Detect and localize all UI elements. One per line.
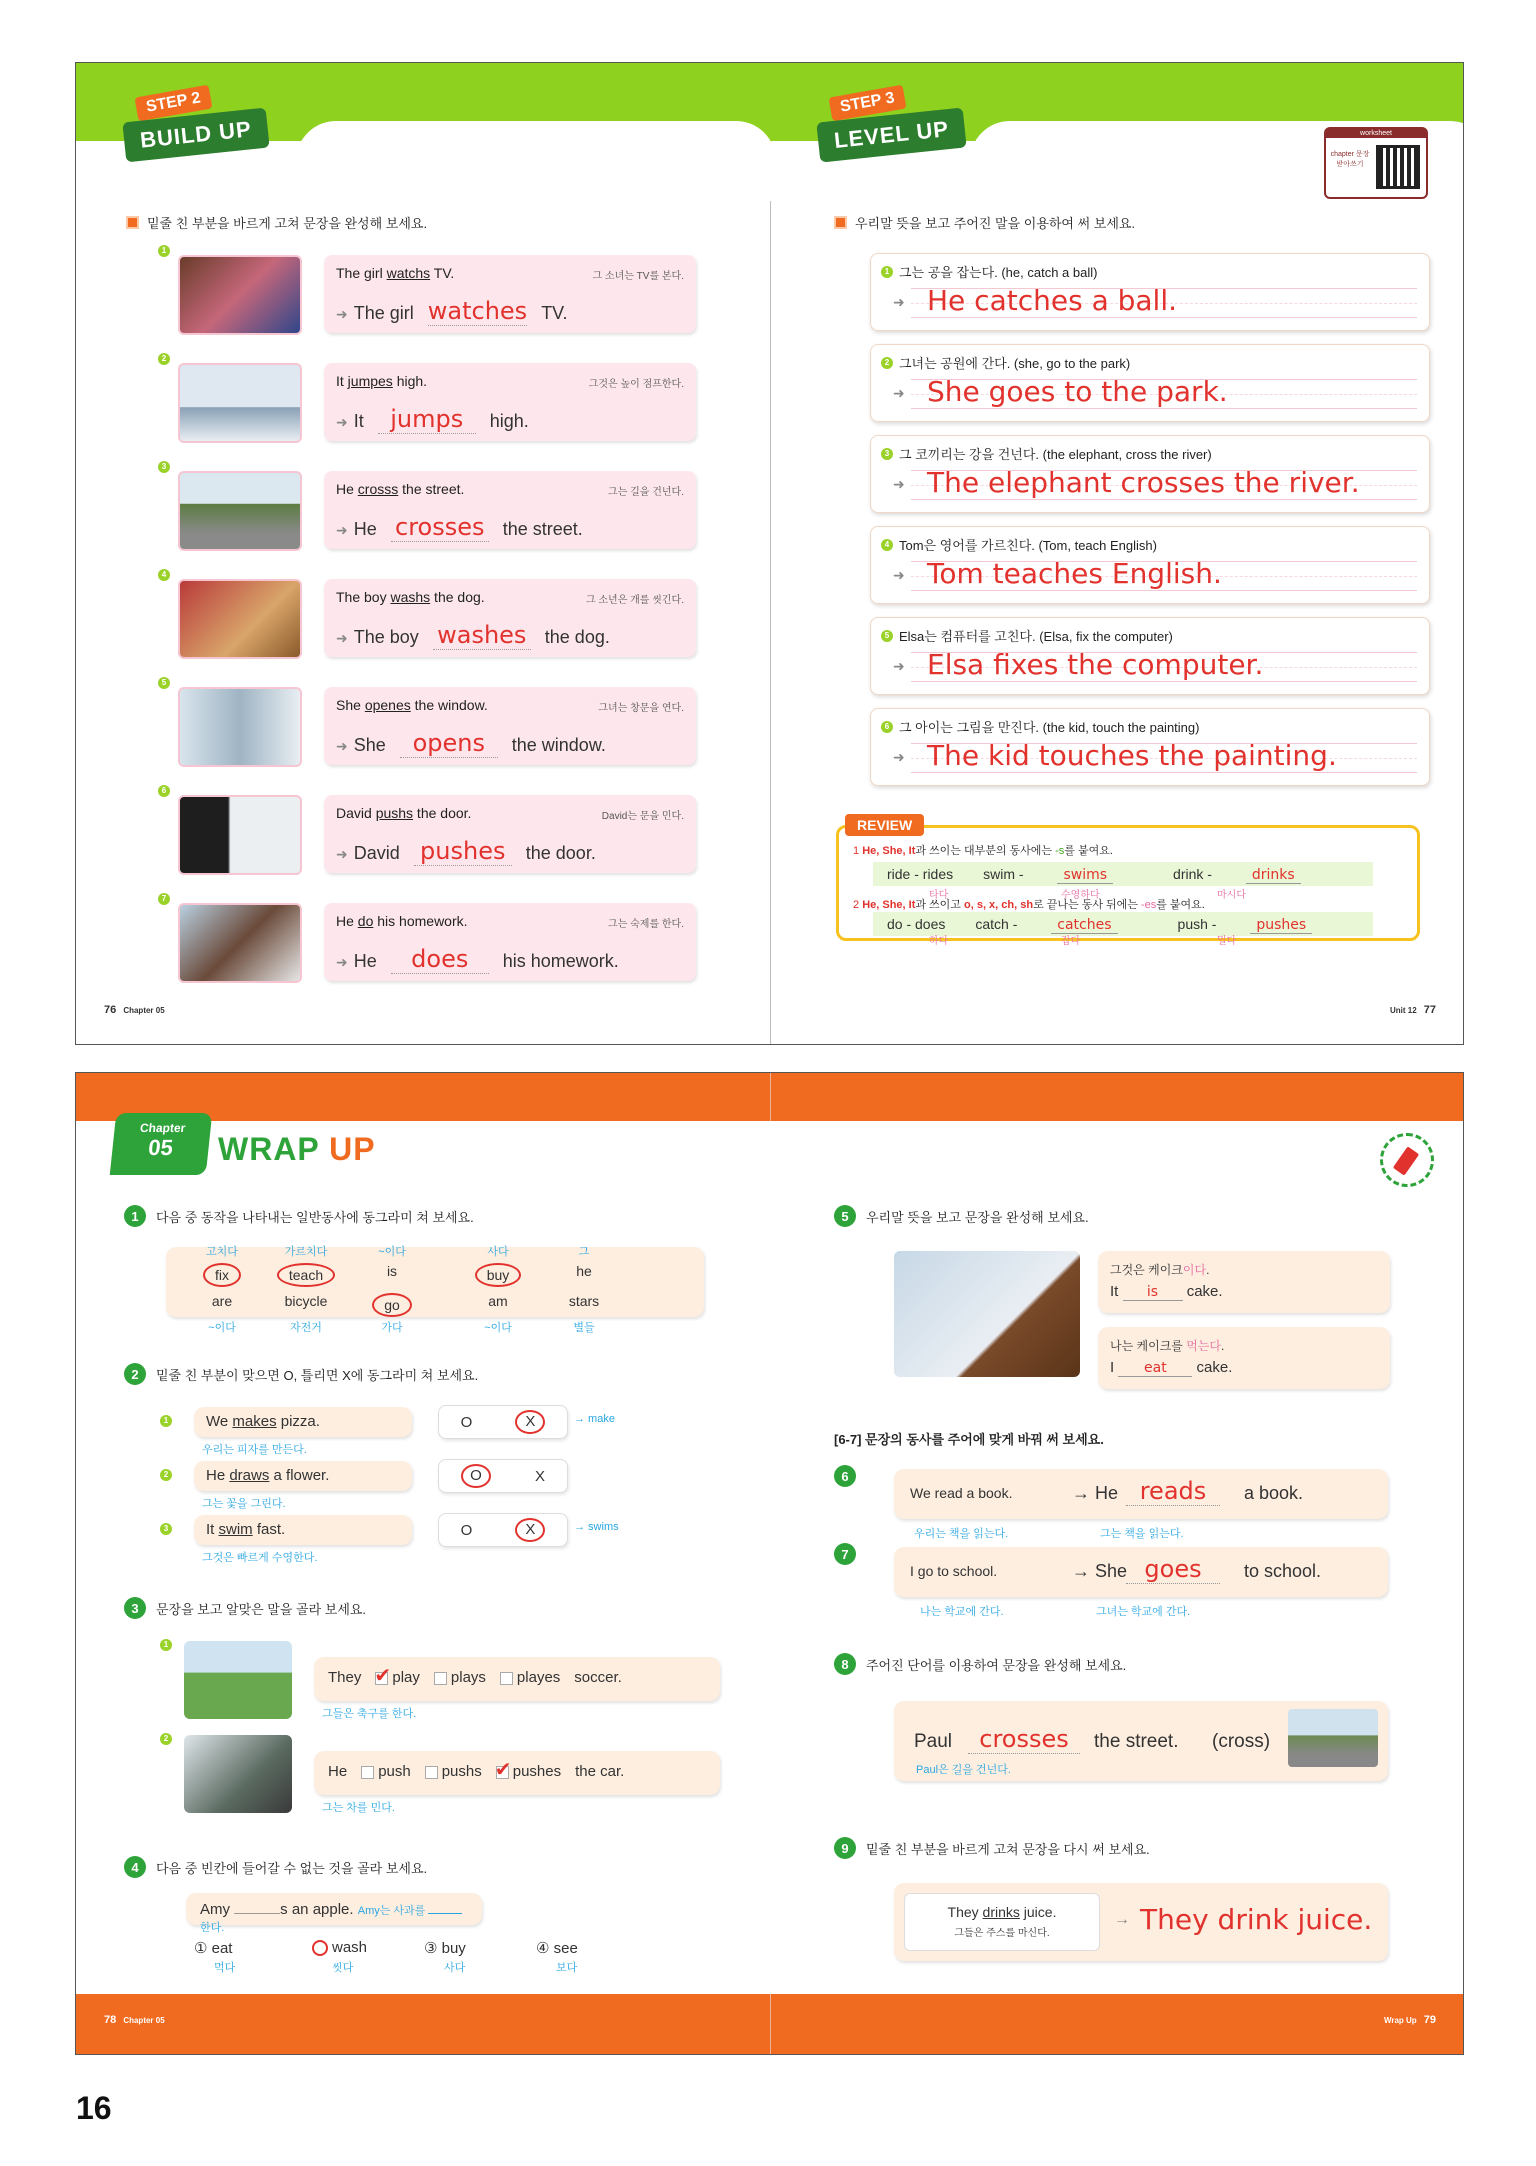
word-gloss: 사다 bbox=[487, 1246, 509, 1258]
item-photo bbox=[184, 1735, 292, 1813]
item-number: 2 bbox=[160, 1733, 172, 1745]
review-box bbox=[836, 817, 1420, 947]
fill-sentence: Amy s an apple. Amy는 사과를 한다. bbox=[186, 1893, 482, 1925]
street-crossing-photo bbox=[1288, 1709, 1378, 1767]
item-photo bbox=[178, 795, 302, 875]
page-number: Wrap Up 79 bbox=[1383, 2014, 1436, 2026]
option[interactable]: ③ buy bbox=[424, 1940, 466, 1957]
item-photo bbox=[178, 471, 302, 551]
choice-sentence: He push pushs✔ pushes the car. bbox=[314, 1751, 720, 1795]
option-gloss: 보다 bbox=[556, 1962, 578, 1974]
item-sentence: David pushs the door. bbox=[336, 805, 472, 821]
qr-code-icon bbox=[1376, 145, 1420, 189]
gloss: 마시다 bbox=[1217, 890, 1246, 901]
item-card bbox=[324, 687, 696, 765]
item-sentence: He crosss the street. bbox=[336, 481, 465, 497]
step-label: STEP 3 bbox=[828, 85, 906, 122]
arrow-icon: ➜ bbox=[336, 414, 348, 430]
item-korean: 그는 숙제를 한다. bbox=[608, 919, 684, 930]
item-korean: 그것은 높이 점프한다. bbox=[588, 379, 684, 390]
q6-number: 6 bbox=[834, 1465, 856, 1487]
review-row-2: do - does catch - catches push - pushes bbox=[873, 912, 1373, 936]
correction: → make bbox=[574, 1413, 615, 1425]
arrow-icon: ➜ bbox=[336, 738, 348, 754]
step-title: BUILD UP bbox=[122, 108, 269, 163]
item-question: 2 그녀는 공원에 간다. (she, go to the park) bbox=[881, 353, 1130, 372]
ox-korean: 우리는 피자를 만든다. bbox=[202, 1444, 307, 1456]
item-card bbox=[870, 526, 1430, 604]
choice-sentence: They✔ play plays playes soccer. bbox=[314, 1657, 720, 1701]
item-korean: 그 소녀는 TV를 본다. bbox=[592, 271, 684, 282]
ox-x[interactable]: X bbox=[515, 1410, 545, 1434]
arrow-icon: ➜ bbox=[893, 567, 905, 583]
item-answer-line: ➜ He does his homework. bbox=[336, 945, 619, 973]
item-answer-line: ➜ The girl watches TV. bbox=[336, 297, 568, 325]
arrow-icon: ➜ bbox=[893, 294, 905, 310]
question-9: 9 밑줄 친 부분을 바르게 고쳐 문장을 다시 써 보세요. bbox=[834, 1837, 1150, 1859]
word-gloss: 별들 bbox=[573, 1322, 595, 1334]
item-photo bbox=[184, 1641, 292, 1719]
correction: → swims bbox=[574, 1521, 619, 1533]
written-answer[interactable]: She goes to the park. bbox=[927, 375, 1228, 408]
arrow-icon: ➜ bbox=[336, 846, 348, 862]
word-row2[interactable]: are bbox=[211, 1293, 233, 1309]
word-row1[interactable]: teach bbox=[266, 1263, 346, 1287]
word-gloss: 가르치다 bbox=[284, 1246, 328, 1258]
item-answer-line: ➜ It jumps high. bbox=[336, 405, 529, 433]
item-sentence: She openes the window. bbox=[336, 697, 488, 713]
question-5: 5 우리말 뜻을 보고 문장을 완성해 보세요. bbox=[834, 1205, 1089, 1227]
item-card bbox=[870, 617, 1430, 695]
item-card bbox=[870, 253, 1430, 331]
item-number: 1 bbox=[158, 245, 170, 257]
checkbox[interactable] bbox=[496, 1766, 509, 1779]
instruction: 밑줄 친 부분을 바르게 고쳐 문장을 완성해 보세요. bbox=[126, 213, 427, 232]
page-number: 76 Chapter 05 bbox=[104, 1004, 165, 1016]
arrow-icon: ➜ bbox=[336, 954, 348, 970]
ox-choice[interactable] bbox=[438, 1513, 568, 1547]
item-card bbox=[870, 435, 1430, 513]
item-number: 7 bbox=[158, 893, 170, 905]
item-sentence: The girl watchs TV. bbox=[336, 265, 455, 281]
word-gloss: 가다 bbox=[381, 1322, 403, 1334]
written-answer[interactable]: He catches a ball. bbox=[927, 284, 1178, 317]
worksheet-label: worksheet bbox=[1326, 129, 1426, 138]
answer-blank[interactable]: does bbox=[391, 945, 489, 974]
question-4: 4 다음 중 빈칸에 들어갈 수 없는 것을 골라 보세요. bbox=[124, 1856, 427, 1878]
item-korean: David는 문을 민다. bbox=[601, 811, 684, 822]
checkbox[interactable] bbox=[500, 1672, 513, 1685]
option-gloss: 먹다 bbox=[214, 1962, 236, 1974]
gloss: 하다 bbox=[929, 936, 949, 947]
item-question: 4 Tom은 영어를 가르친다. (Tom, teach English) bbox=[881, 535, 1157, 554]
gloss: 밀다 bbox=[1217, 936, 1237, 947]
item-number: 4 bbox=[881, 539, 893, 551]
gloss: 수영하다 bbox=[1061, 890, 1100, 901]
arrow-icon: ➜ bbox=[893, 385, 905, 401]
step-title: LEVEL UP bbox=[816, 107, 967, 162]
header-curve bbox=[296, 121, 776, 201]
picked-check-icon bbox=[312, 1940, 328, 1956]
woman-eating-cake-photo bbox=[894, 1251, 1080, 1377]
item-card bbox=[870, 708, 1430, 786]
q7-number: 7 bbox=[834, 1543, 856, 1565]
ox-choice[interactable] bbox=[438, 1459, 568, 1493]
item-photo bbox=[178, 903, 302, 983]
item-number: 3 bbox=[158, 461, 170, 473]
item-photo bbox=[178, 687, 302, 767]
item-photo bbox=[178, 579, 302, 659]
word-gloss: ~이다 bbox=[378, 1246, 406, 1258]
page-78 bbox=[76, 1073, 770, 2054]
word-row1[interactable]: fix bbox=[182, 1263, 262, 1287]
word-row2[interactable]: go bbox=[352, 1293, 432, 1317]
item-card bbox=[870, 344, 1430, 422]
item-card bbox=[324, 579, 696, 657]
written-answer[interactable]: The elephant crosses the river. bbox=[927, 466, 1360, 499]
item-number: 6 bbox=[158, 785, 170, 797]
q7-src-ko: 나는 학교에 간다. bbox=[920, 1606, 1004, 1618]
q7-card: I go to school. → She goes to school. bbox=[894, 1547, 1388, 1597]
checkbox[interactable] bbox=[361, 1766, 374, 1779]
square-bullet-icon bbox=[834, 216, 847, 229]
checkbox[interactable] bbox=[434, 1672, 447, 1685]
written-answer[interactable]: The kid touches the painting. bbox=[927, 739, 1337, 772]
page-number: Unit 12 77 bbox=[1390, 1004, 1436, 1016]
item-answer-line: ➜ He crosses the street. bbox=[336, 513, 583, 541]
arrow-icon: ➜ bbox=[893, 749, 905, 765]
item-card bbox=[324, 795, 696, 873]
step-badge bbox=[818, 91, 983, 169]
top-spread bbox=[75, 62, 1464, 1045]
q67-heading: [6-7] 문장의 동사를 주어에 맞게 바꿔 써 보세요. bbox=[834, 1432, 1104, 1447]
choice-korean: 그들은 축구를 한다. bbox=[322, 1708, 417, 1720]
word-row2[interactable]: am bbox=[488, 1293, 508, 1309]
item-answer-line: ➜ The boy washes the dog. bbox=[336, 621, 610, 649]
review-rule-1: 1 He, She, It과 쓰이는 대부분의 동사에는 -s를 붙여요. bbox=[853, 845, 1113, 857]
option[interactable]: ① eat bbox=[194, 1940, 233, 1957]
item-number: 6 bbox=[881, 721, 893, 733]
word-row2[interactable]: bicycle bbox=[284, 1293, 328, 1309]
item-card bbox=[324, 471, 696, 549]
question-1: 1 다음 중 동작을 나타내는 일반동사에 동그라미 쳐 보세요. bbox=[124, 1205, 474, 1227]
option-gloss: 씻다 bbox=[332, 1962, 354, 1974]
item-number: 1 bbox=[160, 1639, 172, 1651]
page-76 bbox=[76, 63, 770, 1044]
item-korean: 그는 길을 건넌다. bbox=[608, 487, 684, 498]
written-answer[interactable]: Elsa fixes the computer. bbox=[927, 648, 1264, 681]
review-row-1: ride - rides swim - swims drink - drinks bbox=[873, 862, 1373, 886]
checkbox[interactable] bbox=[375, 1672, 388, 1685]
word-row1[interactable]: is bbox=[386, 1263, 398, 1279]
arrow-icon: ➜ bbox=[336, 630, 348, 646]
item-number: 5 bbox=[158, 677, 170, 689]
review-rule-2: 2 He, She, It과 쓰이고 o, s, x, ch, sh로 끝나는 동사 뒤에는 -es를 붙여요. bbox=[853, 899, 1205, 911]
question-3: 3 문장을 보고 알맞은 말을 골라 보세요. bbox=[124, 1597, 366, 1619]
item-question: 3 그 코끼리는 강을 건넌다. (the elephant, cross the river) bbox=[881, 444, 1212, 463]
review-tag: REVIEW bbox=[845, 814, 924, 836]
answer-blank[interactable]: watches bbox=[427, 297, 528, 325]
ox-o[interactable]: O bbox=[460, 1521, 473, 1539]
choice-korean: 그는 차를 민다. bbox=[322, 1802, 395, 1814]
answer-blank[interactable]: opens bbox=[400, 729, 498, 758]
ox-o[interactable]: O bbox=[460, 1413, 473, 1431]
word-gloss: 그 bbox=[578, 1246, 590, 1258]
step-label: STEP 2 bbox=[134, 85, 212, 122]
ox-sentence: He draws a flower. bbox=[194, 1461, 412, 1491]
ox-sentence: It swim fast. bbox=[194, 1515, 412, 1545]
word-row1[interactable]: he bbox=[576, 1263, 592, 1279]
item-number: 2 bbox=[158, 353, 170, 365]
item-number: 1 bbox=[881, 266, 893, 278]
item-question: 5 Elsa는 컴퓨터를 고친다. (Elsa, fix the computer) bbox=[881, 626, 1173, 645]
pencil-icon bbox=[1380, 1133, 1434, 1187]
gloss: 타다 bbox=[929, 890, 949, 901]
arrow-icon: ➜ bbox=[336, 306, 348, 322]
item-number: 1 bbox=[160, 1415, 172, 1427]
ox-korean: 그는 꽃을 그린다. bbox=[202, 1498, 286, 1510]
word-gloss: 자전거 bbox=[290, 1322, 322, 1334]
item-answer-line: ➜ David pushes the door. bbox=[336, 837, 596, 865]
q5-card-a: 그것은 케이크이다. It is cake. bbox=[1098, 1251, 1390, 1313]
word-gloss: ~이다 bbox=[208, 1322, 236, 1334]
worksheet-sub: chapter 문장 받아쓰기 bbox=[1330, 151, 1370, 168]
item-number: 3 bbox=[881, 448, 893, 460]
word-row2[interactable]: stars bbox=[568, 1293, 600, 1309]
q9-card: They drinks juice. 그들은 주스를 마신다. → They drink juice. bbox=[894, 1883, 1388, 1961]
answer-blank[interactable]: jumps bbox=[378, 405, 476, 434]
written-answer[interactable]: Tom teaches English. bbox=[927, 557, 1222, 590]
option[interactable]: ④ see bbox=[536, 1940, 578, 1957]
arrow-icon: ➜ bbox=[336, 522, 348, 538]
item-number: 4 bbox=[158, 569, 170, 581]
q8-card: Paul crosses the street. (cross) Paul은 길을 건넌다. bbox=[894, 1701, 1388, 1781]
ox-choice[interactable] bbox=[438, 1405, 568, 1439]
q9-answer: They drink juice. bbox=[1140, 1903, 1373, 1936]
item-question: 6 그 아이는 그림을 만진다. (the kid, touch the painting) bbox=[881, 717, 1199, 736]
bottom-spread bbox=[75, 1072, 1464, 2055]
ox-x[interactable]: X bbox=[515, 1518, 545, 1542]
item-korean: 그 소년은 개를 씻긴다. bbox=[585, 595, 684, 606]
item-card bbox=[324, 363, 696, 441]
item-sentence: He do his homework. bbox=[336, 913, 468, 929]
square-bullet-icon bbox=[126, 216, 139, 229]
item-number: 2 bbox=[160, 1469, 172, 1481]
q9-source: They drinks juice. 그들은 주스를 마신다. bbox=[904, 1893, 1100, 1951]
question-2: 2 밑줄 친 부분이 맞으면 O, 틀리면 X에 동그라미 쳐 보세요. bbox=[124, 1363, 478, 1385]
q6-ko: 그는 책을 읽는다. bbox=[1100, 1528, 1184, 1540]
ox-x[interactable]: X bbox=[534, 1467, 545, 1485]
item-photo bbox=[178, 255, 302, 335]
item-number: 2 bbox=[881, 357, 893, 369]
item-answer-line: ➜ She opens the window. bbox=[336, 729, 606, 757]
page-79 bbox=[770, 1073, 1464, 2054]
word-row1[interactable]: buy bbox=[458, 1263, 538, 1287]
answer-blank[interactable]: pushes bbox=[414, 837, 512, 866]
instruction: 우리말 뜻을 보고 주어진 말을 이용하여 써 보세요. bbox=[834, 213, 1135, 232]
item-korean: 그녀는 창문을 연다. bbox=[598, 703, 684, 714]
option[interactable]: wash bbox=[312, 1939, 367, 1956]
question-8: 8 주어진 단어를 이용하여 문장을 완성해 보세요. bbox=[834, 1653, 1126, 1675]
ox-o[interactable]: O bbox=[461, 1464, 491, 1488]
ox-korean: 그것은 빠르게 수영한다. bbox=[202, 1552, 318, 1564]
page-title: WRAP UP bbox=[218, 1131, 376, 1167]
q5-card-b: 나는 케이크를 먹는다. I eat cake. bbox=[1098, 1327, 1390, 1389]
item-card bbox=[324, 255, 696, 333]
q7-ko: 그녀는 학교에 간다. bbox=[1096, 1606, 1191, 1618]
word-gloss: 고치다 bbox=[206, 1246, 238, 1258]
arrow-icon: ➜ bbox=[893, 658, 905, 674]
worksheet-qr-badge[interactable] bbox=[1324, 127, 1428, 199]
answer-blank[interactable]: washes bbox=[433, 621, 531, 650]
q6-card: We read a book. → He reads a book. bbox=[894, 1469, 1388, 1519]
ox-sentence: We makes pizza. bbox=[194, 1407, 412, 1437]
arrow-icon: ➜ bbox=[893, 476, 905, 492]
item-number: 3 bbox=[160, 1523, 172, 1535]
step-badge bbox=[124, 91, 289, 169]
page-number: 78 Chapter 05 bbox=[104, 2014, 165, 2026]
checkbox[interactable] bbox=[425, 1766, 438, 1779]
item-card bbox=[324, 903, 696, 981]
answer-blank[interactable]: crosses bbox=[391, 513, 489, 542]
page-77 bbox=[770, 63, 1464, 1044]
option-gloss: 사다 bbox=[444, 1962, 466, 1974]
word-gloss: ~이다 bbox=[484, 1322, 512, 1334]
chapter-badge: Chapter 05 bbox=[110, 1113, 213, 1175]
item-question: 1 그는 공을 잡는다. (he, catch a ball) bbox=[881, 262, 1097, 281]
item-sentence: It jumpes high. bbox=[336, 373, 428, 389]
item-sentence: The boy washs the dog. bbox=[336, 589, 485, 605]
item-number: 5 bbox=[881, 630, 893, 642]
q6-src-ko: 우리는 책을 읽는다. bbox=[914, 1528, 1009, 1540]
gloss: 잡다 bbox=[1061, 936, 1081, 947]
item-photo bbox=[178, 363, 302, 443]
sheet-number: 16 bbox=[76, 2090, 112, 2126]
